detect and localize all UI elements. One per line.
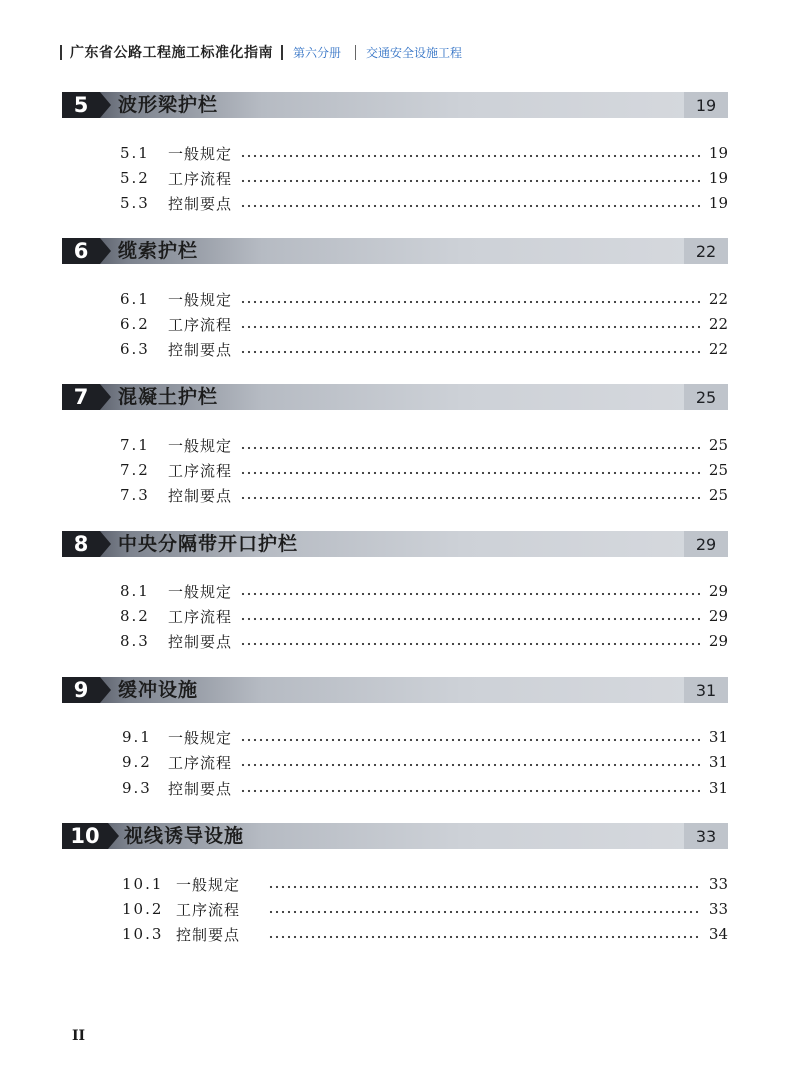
chapter-wedge xyxy=(100,677,111,703)
toc-entry[interactable] xyxy=(120,580,728,602)
entry-number: 8.3 xyxy=(120,632,150,650)
entry-number: 8.1 xyxy=(120,582,150,600)
chapter-wedge xyxy=(100,92,111,118)
running-header xyxy=(60,42,462,62)
toc-entry[interactable] xyxy=(122,923,728,945)
dot-leader xyxy=(268,898,700,920)
dot-leader xyxy=(240,726,700,748)
entry-title: 一般规定 xyxy=(168,290,233,309)
entry-number: 10.3 xyxy=(122,925,164,943)
dot-leader xyxy=(240,459,700,481)
entry-page: 33 xyxy=(708,900,728,918)
chapter-number: 8 xyxy=(62,531,100,557)
toc-entry[interactable] xyxy=(120,288,728,310)
entry-page: 31 xyxy=(708,779,728,797)
chapter-title: 缆索护栏 xyxy=(118,240,199,262)
toc-entry[interactable] xyxy=(122,873,728,895)
dot-leader xyxy=(240,751,700,773)
chapter-number: 7 xyxy=(62,384,100,410)
dot-leader xyxy=(240,167,700,189)
chapter-title: 中央分隔带开口护栏 xyxy=(118,533,299,555)
dot-leader xyxy=(240,192,700,214)
entry-page: 22 xyxy=(708,290,728,308)
entry-page: 31 xyxy=(708,753,728,771)
entry-page: 25 xyxy=(708,461,728,479)
chapter-page: 29 xyxy=(684,531,728,557)
toc-entry[interactable] xyxy=(120,605,728,627)
entry-title: 一般规定 xyxy=(168,144,233,163)
chapter-wedge xyxy=(100,384,111,410)
entry-title: 控制要点 xyxy=(168,486,233,505)
toc-entry[interactable] xyxy=(120,459,728,481)
chapter-number: 5 xyxy=(62,92,100,118)
entry-number: 9.2 xyxy=(122,753,152,771)
entry-page: 31 xyxy=(708,728,728,746)
entry-title: 工序流程 xyxy=(168,461,233,480)
chapter-title: 波形梁护栏 xyxy=(118,94,219,116)
toc-entry[interactable] xyxy=(120,313,728,335)
entry-title: 工序流程 xyxy=(176,900,241,919)
header-divider xyxy=(281,45,283,60)
entry-page: 29 xyxy=(708,632,728,650)
entry-title: 工序流程 xyxy=(168,169,233,188)
toc-entry[interactable] xyxy=(120,142,728,164)
dot-leader xyxy=(240,434,700,456)
header-divider xyxy=(355,45,356,60)
toc-entry[interactable] xyxy=(122,898,728,920)
dot-leader xyxy=(240,313,700,335)
entry-page: 19 xyxy=(708,169,728,187)
entry-number: 10.1 xyxy=(122,875,164,893)
chapter-page: 33 xyxy=(684,823,728,849)
page-number: II xyxy=(72,1028,86,1044)
chapter-heading[interactable] xyxy=(62,677,728,703)
chapter-heading[interactable] xyxy=(62,92,728,118)
entry-title: 工序流程 xyxy=(168,753,233,772)
chapter-heading[interactable] xyxy=(62,823,728,849)
toc-entry[interactable] xyxy=(120,484,728,506)
entry-title: 工序流程 xyxy=(168,607,233,626)
chapter-heading[interactable] xyxy=(62,384,728,410)
header-divider xyxy=(60,45,62,60)
entry-number: 7.1 xyxy=(120,436,150,454)
chapter-heading[interactable] xyxy=(62,238,728,264)
chapter-number: 6 xyxy=(62,238,100,264)
entry-title: 控制要点 xyxy=(176,925,241,944)
dot-leader xyxy=(268,873,700,895)
entry-title: 控制要点 xyxy=(168,340,233,359)
chapter-wedge xyxy=(108,823,119,849)
entry-number: 7.3 xyxy=(120,486,150,504)
chapter-wedge xyxy=(100,531,111,557)
entry-title: 一般规定 xyxy=(176,875,241,894)
chapter-page: 22 xyxy=(684,238,728,264)
chapter-page: 31 xyxy=(684,677,728,703)
dot-leader xyxy=(268,923,700,945)
entry-title: 控制要点 xyxy=(168,194,233,213)
dot-leader xyxy=(240,580,700,602)
toc-entry[interactable] xyxy=(120,338,728,360)
dot-leader xyxy=(240,288,700,310)
chapter-title: 混凝土护栏 xyxy=(118,386,219,408)
entry-number: 9.1 xyxy=(122,728,152,746)
entry-page: 25 xyxy=(708,486,728,504)
entry-title: 工序流程 xyxy=(168,315,233,334)
dot-leader xyxy=(240,484,700,506)
entry-page: 25 xyxy=(708,436,728,454)
toc-entry[interactable] xyxy=(122,751,728,773)
entry-number: 6.1 xyxy=(120,290,150,308)
entry-number: 6.2 xyxy=(120,315,150,333)
entry-number: 5.1 xyxy=(120,144,150,162)
entry-page: 29 xyxy=(708,607,728,625)
chapter-title: 视线诱导设施 xyxy=(124,825,245,847)
chapter-number: 10 xyxy=(62,823,108,849)
toc-entry[interactable] xyxy=(120,192,728,214)
chapter-title: 缓冲设施 xyxy=(118,679,199,701)
entry-page: 19 xyxy=(708,194,728,212)
entry-page: 29 xyxy=(708,582,728,600)
entry-page: 22 xyxy=(708,340,728,358)
dot-leader xyxy=(240,605,700,627)
entry-page: 19 xyxy=(708,144,728,162)
dot-leader xyxy=(240,777,700,799)
toc-entry[interactable] xyxy=(122,726,728,748)
chapter-heading[interactable] xyxy=(62,531,728,557)
toc-entry[interactable] xyxy=(120,434,728,456)
toc-entry[interactable] xyxy=(120,630,728,652)
entry-number: 5.2 xyxy=(120,169,150,187)
book-title: 广东省公路工程施工标准化指南 xyxy=(70,45,273,61)
entry-page: 34 xyxy=(708,925,728,943)
entry-number: 6.3 xyxy=(120,340,150,358)
chapter-page: 25 xyxy=(684,384,728,410)
toc-entry[interactable] xyxy=(122,777,728,799)
entry-number: 8.2 xyxy=(120,607,150,625)
entry-number: 7.2 xyxy=(120,461,150,479)
dot-leader xyxy=(240,630,700,652)
entry-title: 控制要点 xyxy=(168,779,233,798)
entry-page: 33 xyxy=(708,875,728,893)
dot-leader xyxy=(240,338,700,360)
toc-entry[interactable] xyxy=(120,167,728,189)
entry-title: 一般规定 xyxy=(168,728,233,747)
entry-number: 9.3 xyxy=(122,779,152,797)
volume-subtitle: 交通安全设施工程 xyxy=(366,45,463,60)
entry-title: 一般规定 xyxy=(168,436,233,455)
entry-title: 控制要点 xyxy=(168,632,233,651)
chapter-wedge xyxy=(100,238,111,264)
dot-leader xyxy=(240,142,700,164)
entry-number: 10.2 xyxy=(122,900,164,918)
entry-number: 5.3 xyxy=(120,194,150,212)
chapter-page: 19 xyxy=(684,92,728,118)
entry-page: 22 xyxy=(708,315,728,333)
chapter-number: 9 xyxy=(62,677,100,703)
entry-title: 一般规定 xyxy=(168,582,233,601)
volume-label: 第六分册 xyxy=(293,45,342,60)
